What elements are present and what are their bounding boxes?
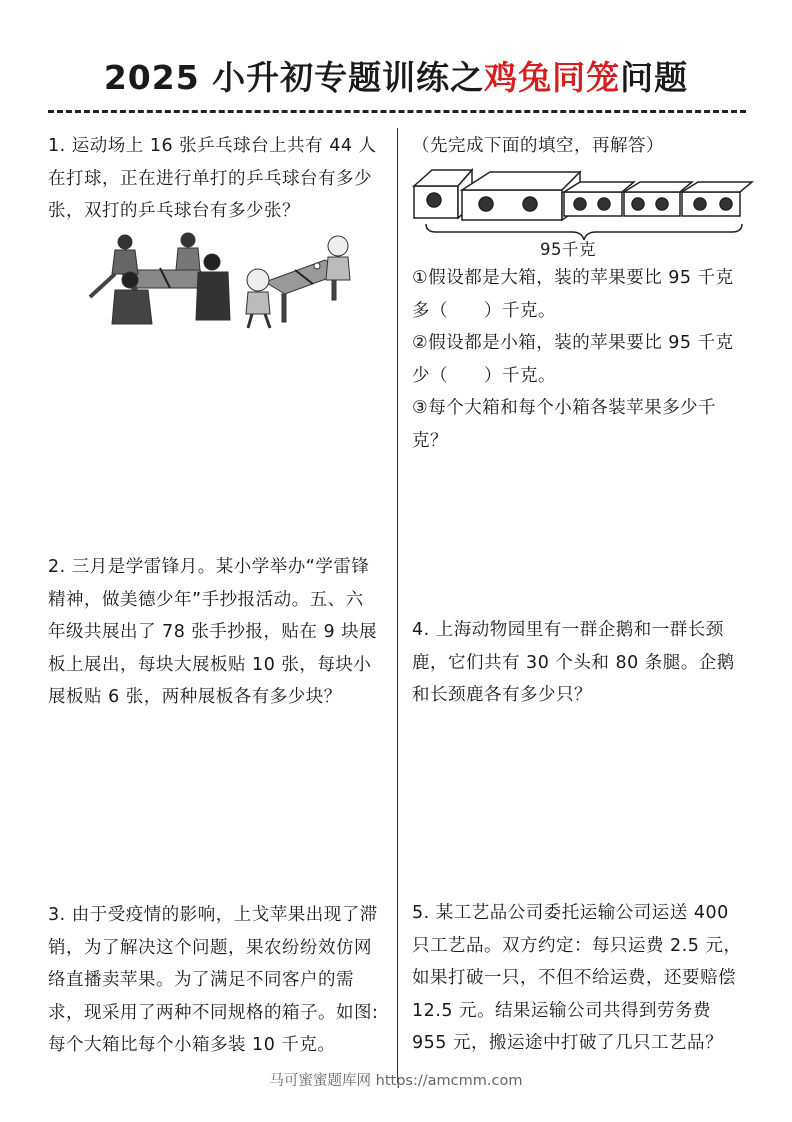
title-highlight: 鸡兔同笼 — [484, 58, 621, 97]
question-5 — [412, 897, 748, 1060]
question-3 — [48, 899, 384, 1062]
item-2 — [412, 327, 747, 392]
item-1-text-b: ）千克。 — [484, 300, 556, 321]
ping-pong-illustration — [70, 232, 360, 332]
item-3: ③每个大箱和每个小箱各装苹果多少千克？ — [412, 398, 717, 451]
footer-watermark: 马可蜜蜜题库网 https://amcmm.com — [269, 1073, 523, 1089]
question-3-continuation — [412, 130, 747, 163]
column-divider — [397, 128, 398, 1083]
question-1 — [48, 130, 378, 228]
question-2-text: 2. 三月是学雷锋月。某小学举办“学雷锋精神，做美德少年”手抄报活动。五、六年级共展出了 78 张手抄报，贴在 9 块展板上展出，每块大展板贴 10 张，每块小展板贴 6 张，两种展板各有多少块？ — [48, 557, 378, 707]
item-2-text-b: ）千克。 — [484, 365, 556, 386]
weight-label: 95千克 — [540, 240, 596, 259]
title-divider — [48, 110, 746, 113]
question-4-text: 4. 上海动物园里有一群企鹅和一群长颈鹿，它们共有 30 个头和 80 条腿。企鹅和长颈鹿各有多少只？ — [412, 620, 735, 705]
question-3-text: 3. 由于受疫情的影响，上戈苹果出现了滞销，为了解决这个问题，果农纷纷效仿网络直播卖苹果。为了满足不同客户的需求，现采用了两种不同规格的箱子。如图:每个大箱比每个小箱多装 10 千克。 — [48, 905, 379, 1055]
item-1-text-a: ①假设都是大箱，装的苹果要比 95 千克多（ — [412, 268, 734, 321]
question-3-items — [412, 262, 747, 457]
item-1 — [412, 262, 747, 327]
title-prefix: 2025 小升初专题训练之 — [103, 58, 485, 97]
question-3-intro: （先完成下面的填空，再解答） — [412, 136, 664, 156]
question-1-text: 1. 运动场上 16 张乒乓球台上共有 44 人在打球，正在进行单打的乒乓球台有多少张，双打的乒乓球台有多少张？ — [48, 136, 377, 221]
page-title — [0, 52, 792, 99]
title-suffix: 问题 — [620, 58, 689, 97]
question-4 — [412, 614, 747, 712]
question-5-text: 5. 某工艺品公司委托运输公司运送 400 只工艺品。双方约定：每只运费 2.5 元，如果打破一只，不但不给运费，还要赔偿 12.5 元。结果运输公司共得到劳务费 955 元，搬运途中打破了几只工艺品？ — [412, 903, 742, 1053]
question-2 — [48, 551, 378, 714]
item-2-text-a: ②假设都是小箱，装的苹果要比 95 千克少（ — [412, 333, 734, 386]
